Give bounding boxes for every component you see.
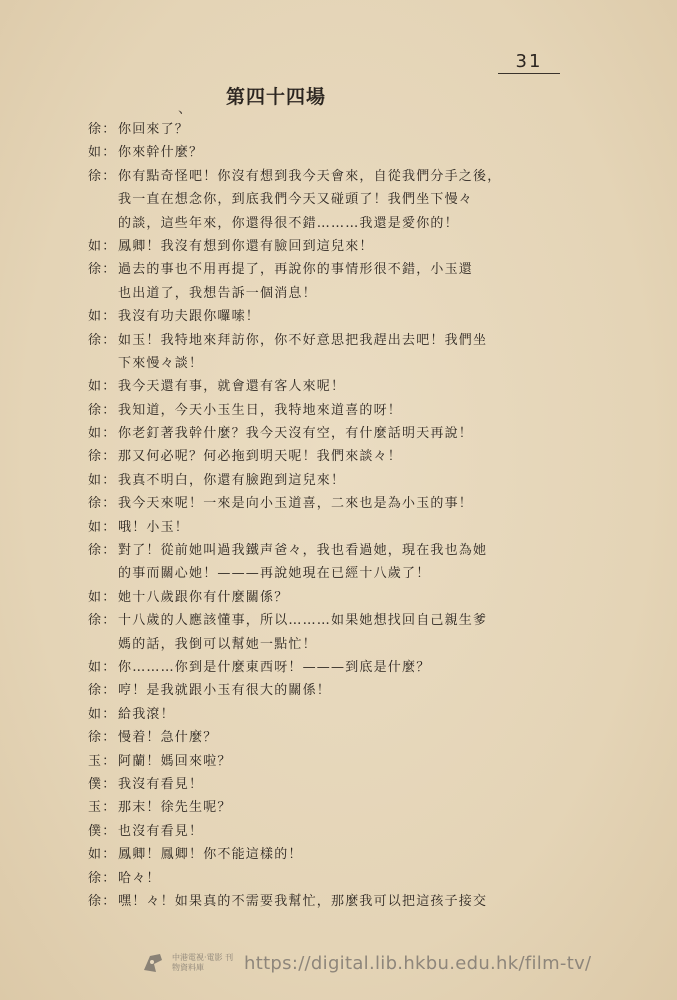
- dialogue-line: [88, 352, 588, 375]
- dialogue-text: 那又何必呢？何必拖到明天呢！我們來談々！: [118, 449, 403, 465]
- speaker-label: [88, 352, 118, 375]
- dialogue-line: [88, 516, 588, 539]
- dialogue-line: [88, 539, 588, 562]
- dialogue-text: 你來幹什麼？: [118, 145, 204, 161]
- dialogue-text: 我今天還有事，就會還有客人來呢！: [118, 379, 346, 395]
- dialogue-line: [88, 867, 588, 890]
- dialogue-line: [88, 305, 588, 328]
- dialogue-text: 你回來了？: [118, 122, 190, 137]
- speaker-label: [88, 633, 118, 656]
- speaker-label: 僕：: [88, 823, 117, 839]
- dialogue-text: 她十八歲跟你有什麼關係？: [118, 589, 289, 605]
- speaker-label: 如：: [88, 426, 117, 442]
- dialogue-text: 慢着！急什麼？: [118, 730, 218, 746]
- speaker-label: 徐：: [88, 449, 117, 465]
- dialogue-line: [88, 118, 588, 141]
- dialogue-text: 我沒有看見！: [118, 776, 204, 792]
- dialogue-line: [88, 820, 588, 843]
- speaker-label: 徐：: [88, 168, 117, 184]
- dialogue-text: 的談，這些年來，你還得很不錯………我還是愛你的！: [118, 215, 459, 231]
- dialogue-text: 你………你到是什麼東西呀！———到底是什麼？: [118, 659, 431, 675]
- speaker-label: 如：: [88, 847, 117, 863]
- dialogue-text: 我知道，今天小玉生日，我特地來道喜的呀！: [118, 402, 403, 418]
- speaker-label: 如：: [88, 589, 117, 605]
- speaker-label: 徐：: [88, 543, 117, 559]
- dialogue-text: 鳳卿！我沒有想到你還有臉回到這兒來！: [118, 238, 374, 254]
- speaker-label: 徐：: [88, 730, 117, 746]
- speaker-label: 徐：: [88, 262, 117, 278]
- dialogue-text: 也出道了，我想告訴一個消息！: [118, 285, 317, 301]
- dialogue-line: [88, 258, 588, 281]
- dialogue-text: 的事而關心她！———再說她現在已經十八歲了！: [118, 566, 431, 582]
- dialogue-text: 對了！從前她叫過我鐵声爸々，我也看過她，現在我也為她: [118, 543, 488, 559]
- dialogue-line: [88, 422, 588, 445]
- dialogue-line: [88, 165, 588, 188]
- speaker-label: 如：: [88, 519, 117, 535]
- dialogue-text: 我一直在想念你，到底我們今天又碰頭了！我們坐下慢々: [118, 192, 474, 208]
- dialogue-line: [88, 188, 588, 211]
- footer-logo-text: 中港電視·電影 刊物資料庫: [172, 953, 234, 972]
- footer-watermark: [140, 945, 591, 981]
- dialogue-line: [88, 633, 588, 656]
- speaker-label: 如：: [88, 379, 117, 395]
- speaker-label: [88, 562, 118, 585]
- dialogue-line: [88, 726, 588, 749]
- speaker-label: 徐：: [88, 870, 117, 886]
- dialogue-line: [88, 329, 588, 352]
- dialogue-line: [88, 679, 588, 702]
- dialogue-text: 你有點奇怪吧！你沒有想到我今天會來，自從我們分手之後，: [118, 168, 502, 184]
- speaker-label: 如：: [88, 145, 117, 161]
- speaker-label: [88, 188, 118, 211]
- dialogue-text: 媽的話，我倒可以幫她一點忙！: [118, 636, 317, 652]
- speaker-label: 如：: [88, 659, 117, 675]
- dialogue-line: [88, 469, 588, 492]
- speaker-label: 玉：: [88, 800, 117, 816]
- dialogue-line: [88, 212, 588, 235]
- speaker-label: 如：: [88, 238, 117, 254]
- dialogue-text: 哈々！: [118, 870, 161, 886]
- dialogue-text: 也沒有看見！: [118, 823, 204, 839]
- dialogue-text: 嘿！々！如果真的不需要我幫忙，那麼我可以把這孩子接交: [118, 893, 488, 909]
- speaker-label: 徐：: [88, 613, 117, 629]
- speaker-label: 徐：: [88, 496, 117, 512]
- dialogue-text: 哼！是我就跟小玉有很大的關係！: [118, 683, 332, 699]
- dialogue-line: [88, 586, 588, 609]
- speaker-label: 如：: [88, 706, 117, 722]
- dialogue-line: [88, 750, 588, 773]
- dialogue-line: [88, 796, 588, 819]
- dialogue-text: 我今天來呢！一來是向小玉道喜，二來也是為小玉的事！: [118, 496, 474, 512]
- dialogue-line: [88, 375, 588, 398]
- dialogue-text: 下來慢々談！: [118, 355, 204, 371]
- scene-title: 第四十四場: [226, 86, 327, 108]
- speaker-label: 徐：: [88, 683, 117, 699]
- footer-url[interactable]: https://digital.lib.hkbu.edu.hk/film-tv/: [244, 952, 592, 974]
- dialogue-list: [88, 118, 588, 913]
- dialogue-text: 給我滾！: [118, 706, 175, 722]
- dialogue-text: 你老釘著我幹什麼？我今天沒有空，有什麼話明天再說！: [118, 426, 474, 442]
- dialogue-line: [88, 703, 588, 726]
- dialogue-line: [88, 656, 588, 679]
- dialogue-text: 那末！徐先生呢？: [118, 800, 232, 816]
- page-number: 31: [498, 52, 560, 74]
- dialogue-text: 鳳卿！鳳卿！你不能這樣的！: [118, 847, 303, 863]
- speaker-label: 僕：: [88, 776, 117, 792]
- dialogue-line: [88, 399, 588, 422]
- dialogue-text: 阿蘭！媽回來啦？: [118, 753, 232, 769]
- dialogue-line: [88, 773, 588, 796]
- dialogue-line: [88, 445, 588, 468]
- dialogue-line: [88, 235, 588, 258]
- speaker-label: 徐：: [88, 893, 117, 909]
- dialogue-text: 如玉！我特地來拜訪你，你不好意思把我趕出去吧！我們坐: [118, 332, 488, 348]
- speaker-label: 徐：: [88, 332, 117, 348]
- speaker-label: 玉：: [88, 753, 117, 769]
- dialogue-line: [88, 562, 588, 585]
- dialogue-line: [88, 843, 588, 866]
- dialogue-text: 我真不明白，你還有臉跑到這兒來！: [118, 472, 346, 488]
- film-reel-icon: [140, 950, 166, 976]
- speaker-label: 徐：: [88, 402, 117, 418]
- speaker-label: 如：: [88, 309, 117, 325]
- speaker-label: [88, 282, 118, 305]
- speaker-label: 徐：: [88, 122, 117, 137]
- dialogue-line: [88, 890, 588, 913]
- stray-mark: 、: [178, 101, 192, 117]
- dialogue-line: [88, 609, 588, 632]
- dialogue-text: 十八歲的人應該懂事，所以………如果她想找回自己親生爹: [118, 613, 488, 629]
- dialogue-text: 哦！小玉！: [118, 519, 190, 535]
- dialogue-line: [88, 282, 588, 305]
- dialogue-line: [88, 492, 588, 515]
- dialogue-text: 我沒有功夫跟你囉嗦！: [118, 309, 261, 325]
- speaker-label: [88, 212, 118, 235]
- speaker-label: 如：: [88, 472, 117, 488]
- dialogue-line: [88, 141, 588, 164]
- dialogue-text: 過去的事也不用再提了，再說你的事情形很不錯，小玉還: [118, 262, 474, 278]
